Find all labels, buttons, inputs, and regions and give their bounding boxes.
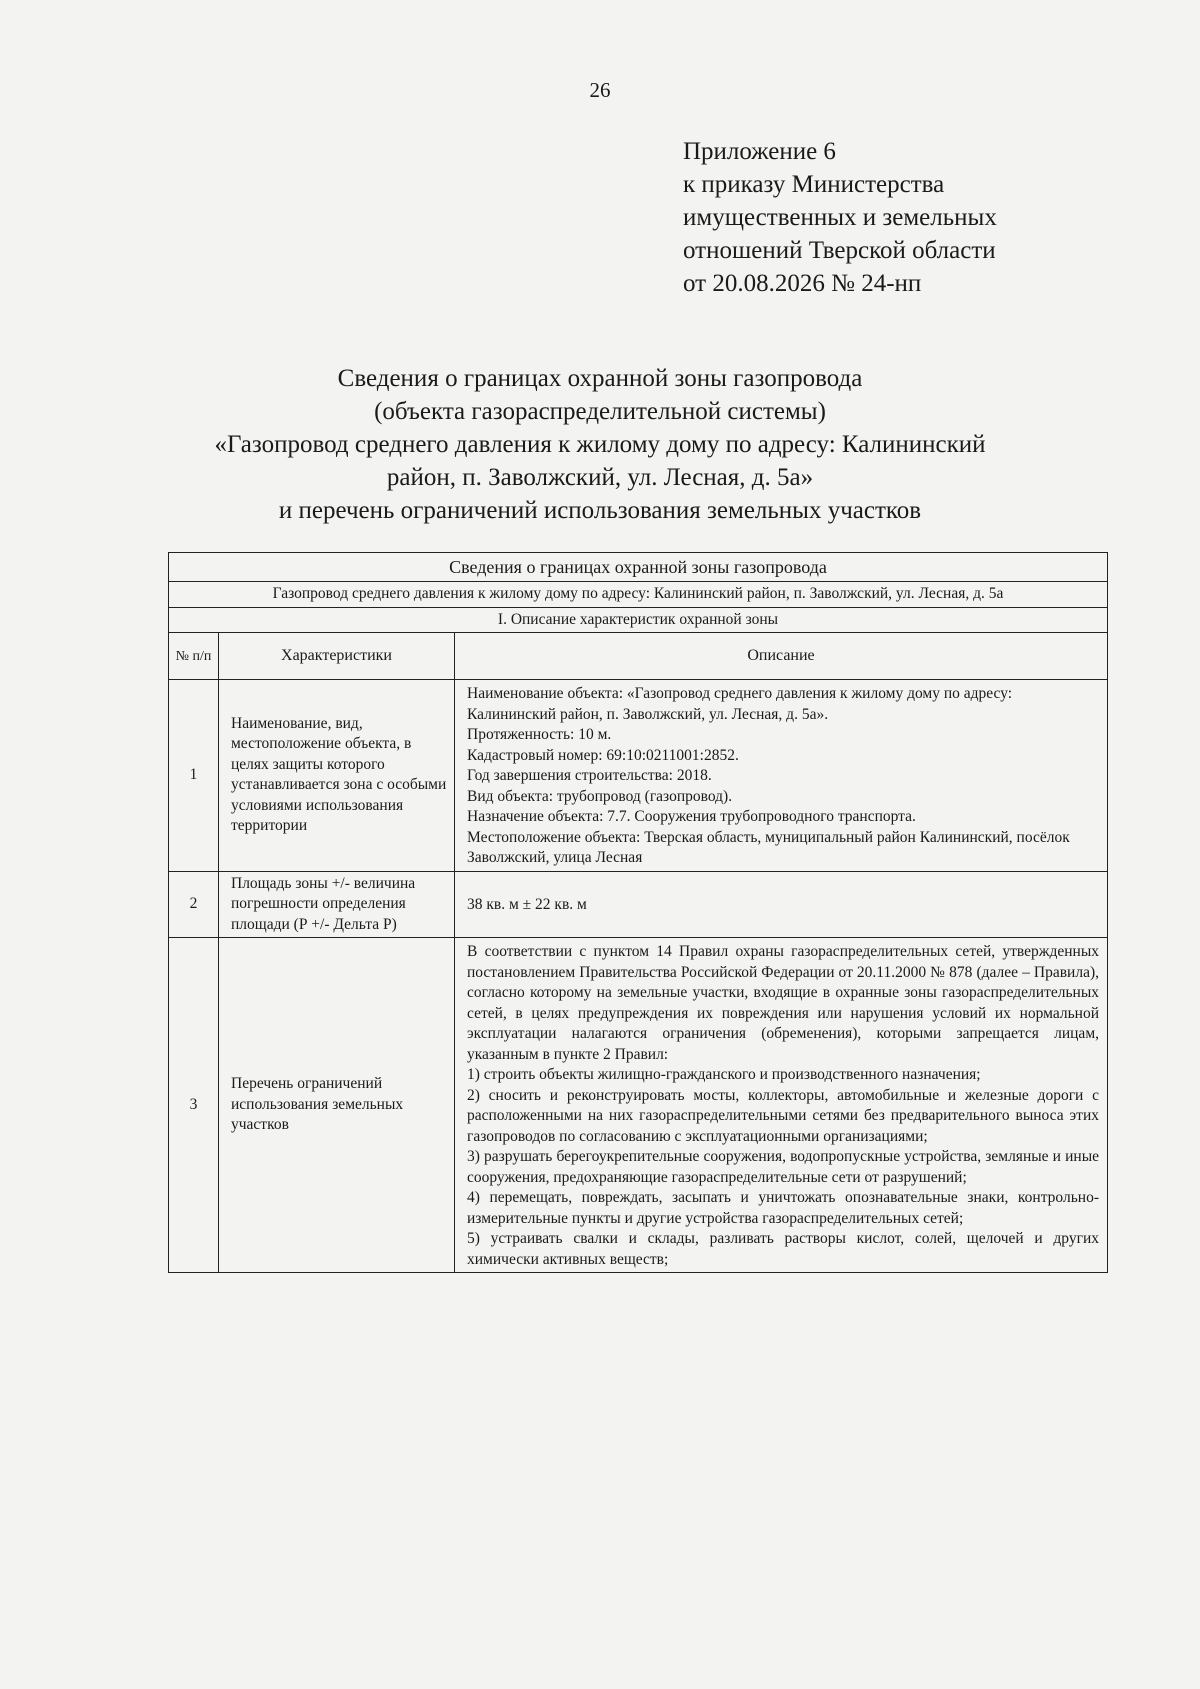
appendix-line: к приказу Министерства xyxy=(683,171,945,198)
appendix-line: отношений Тверской области xyxy=(683,237,996,264)
title-line: район, п. Заволжский, ул. Лесная, д. 5а» xyxy=(386,464,814,491)
document-title xyxy=(140,362,1060,527)
description-line: Вид объекта: трубопровод (газопровод). xyxy=(467,787,733,805)
description-line: 5) устраивать свалки и склады, разливать растворы кислот, солей, щелочей и других химически активных веществ; xyxy=(467,1230,1099,1268)
zone-info-table xyxy=(168,552,1108,1273)
title-line: Сведения о границах охранной зоны газопровода xyxy=(337,365,863,392)
table-subtitle: Газопровод среднего давления к жилому дому по адресу: Калининский район, п. Заволжский, ул. Лесная, д. 5а xyxy=(169,582,1108,608)
table-title: Сведения о границах охранной зоны газопровода xyxy=(169,553,1108,582)
table-section-row xyxy=(169,607,1108,633)
row-characteristic: Площадь зоны +/- величина погрешности определения площади (Р +/- Дельта Р) xyxy=(219,871,455,938)
table-subtitle-row xyxy=(169,582,1108,608)
description-line: Год завершения строительства: 2018. xyxy=(467,767,712,784)
description-line: Протяженность: 10 м. xyxy=(467,726,612,743)
description-line: 4) перемещать, повреждать, засыпать и уничтожать опознавательные знаки, контрольно-измерительные пункты и другие устройства газораспределительных сетей; xyxy=(467,1189,1099,1227)
table-row xyxy=(169,871,1108,938)
row-description xyxy=(455,680,1108,872)
description-line: В соответствии с пунктом 14 Правил охраны газораспределительных сетей, утвержденных постановлением Правительства Российской Федерации от 20.11.2000 № 878 (далее – Правила), согласно которому на земельные участки, входящие в охранные зоны газораспределительных сетей, в целях предупреждения их повреждения или нарушения условий их нормальной эксплуатации налагаются ограничения (обременения), которыми запрещается лицам, указанным в пункте 2 Правил: xyxy=(467,943,1099,1063)
table-section: I. Описание характеристик охранной зоны xyxy=(169,607,1108,633)
title-line: и перечень ограничений использования земельных участков xyxy=(278,497,922,524)
row-characteristic: Наименование, вид, местоположение объекта, в целях защиты которого устанавливается зона с особыми условиями использования территории xyxy=(219,680,455,872)
appendix-block xyxy=(683,135,997,300)
column-header-characteristics: Характеристики xyxy=(219,633,455,680)
row-number: 2 xyxy=(169,871,219,938)
table-row xyxy=(169,938,1108,1273)
row-characteristic: Перечень ограничений использования земельных участков xyxy=(219,938,455,1273)
column-header-num: № п/п xyxy=(169,633,219,680)
description-line: 2) сносить и реконструировать мосты, коллекторы, автомобильные и железные дороги с расположенными на них газораспределительными сетями без предварительного выноса этих газопроводов по согласованию с эксплуатационными организациями; xyxy=(467,1086,1099,1145)
row-number: 1 xyxy=(169,680,219,872)
description-line: 38 кв. м ± 22 кв. м xyxy=(467,896,587,913)
description-line: Кадастровый номер: 69:10:0211001:2852. xyxy=(467,746,739,764)
appendix-line: Приложение 6 xyxy=(683,138,836,165)
description-line: 3) разрушать берегоукрепительные сооружения, водопропускные устройства, земляные и иные сооружения, предохраняющие газораспределительные сети от разрушений; xyxy=(467,1148,1099,1186)
column-header-description: Описание xyxy=(455,633,1108,680)
table-title-row xyxy=(169,553,1108,582)
description-line: 1) строить объекты жилищно-гражданского и производственного назначения; xyxy=(467,1066,981,1083)
title-line: (объекта газораспределительной системы) xyxy=(374,398,826,425)
description-line: Назначение объекта: 7.7. Сооружения трубопроводного транспорта. xyxy=(467,808,916,825)
appendix-line: от 20.08.2026 № 24-нп xyxy=(683,270,922,297)
column-header-row xyxy=(169,633,1108,680)
row-number: 3 xyxy=(169,938,219,1273)
appendix-line: имущественных и земельных xyxy=(683,204,997,231)
row-description xyxy=(455,938,1108,1273)
description-line: Местоположение объекта: Тверская область, муниципальный район Калининский, посёлок Заволжский, улица Лесная xyxy=(467,828,1070,866)
page-number: 26 xyxy=(589,78,611,102)
description-line: Наименование объекта: «Газопровод среднего давления к жилому дому по адресу: Калининский район, п. Заволжский, ул. Лесная, д. 5а». xyxy=(467,685,1013,723)
table-row xyxy=(169,680,1108,872)
title-line: «Газопровод среднего давления к жилому дому по адресу: Калининский xyxy=(214,431,986,458)
row-description xyxy=(455,871,1108,938)
